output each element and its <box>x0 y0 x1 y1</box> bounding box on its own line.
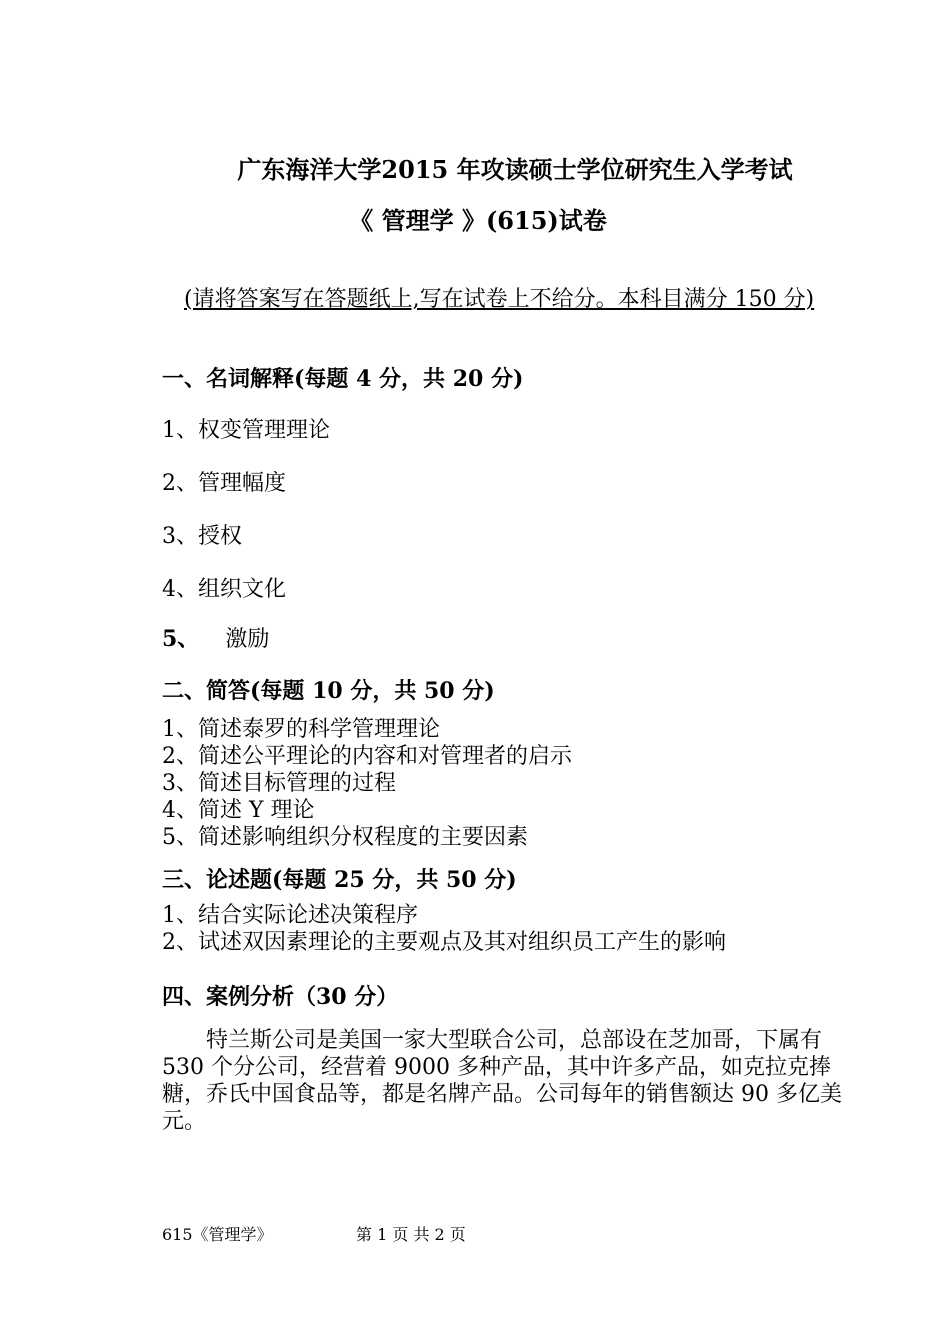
case-paragraph: 特兰斯公司是美国一家大型联合公司，总部设在芝加哥，下属有 530 个分公司，经营着 9000 多种产品，其中许多产品，如克拉克捧糖，乔氏中国食品等，都是名牌产品。公司每年的销售额达 90 多亿美元。 <box>162 1028 842 1134</box>
section-4-heading: 四、案例分析（30 分） <box>162 984 399 1010</box>
section-3-heading: 三、论述题(每题 25 分，共 50 分) <box>162 867 517 893</box>
section-2-items <box>162 716 572 851</box>
section-3-item-2: 2、试述双因素理论的主要观点及其对组织员工产生的影响 <box>162 930 726 955</box>
section-1-item-5-number: 5、 <box>162 626 200 652</box>
section-3-item-1: 1、结合实际论述决策程序 <box>162 903 418 928</box>
exam-subtitle: 《 管理学 》(615)试卷 <box>349 206 607 235</box>
section-2-item-2: 2、简述公平理论的内容和对管理者的启示 <box>162 744 572 769</box>
footer-page-number: 第 1 页 共 2 页 <box>356 1225 466 1244</box>
section-1-item-1: 1、权变管理理论 <box>162 418 330 443</box>
section-2-item-3: 3、简述目标管理的过程 <box>162 771 396 796</box>
exam-notice-text: (请将答案写在答题纸上,写在试卷上不给分。本科目满分 150 分) <box>184 287 815 312</box>
section-2-item-5: 5、简述影响组织分权程度的主要因素 <box>162 825 528 850</box>
exam-notice <box>162 285 862 314</box>
section-1-item-3: 3、授权 <box>162 524 242 549</box>
section-3-items <box>162 902 726 956</box>
exam-title: 广东海洋大学2015 年攻读硕士学位研究生入学考试 <box>237 155 793 184</box>
section-1-item-5 <box>162 622 269 653</box>
section-1-item-4: 4、组织文化 <box>162 577 286 602</box>
section-2-item-1: 1、简述泰罗的科学管理理论 <box>162 717 440 742</box>
section-2-item-4: 4、简述 Y 理论 <box>162 798 315 823</box>
section-1-heading: 一、名词解释(每题 4 分，共 20 分) <box>162 366 524 392</box>
section-1-item-5-text: 激励 <box>225 627 270 652</box>
section-1-item-2: 2、管理幅度 <box>162 471 286 496</box>
page-footer <box>162 1222 466 1245</box>
section-2-heading: 二、简答(每题 10 分，共 50 分) <box>162 678 495 704</box>
footer-course: 615《管理学》 <box>162 1225 273 1244</box>
